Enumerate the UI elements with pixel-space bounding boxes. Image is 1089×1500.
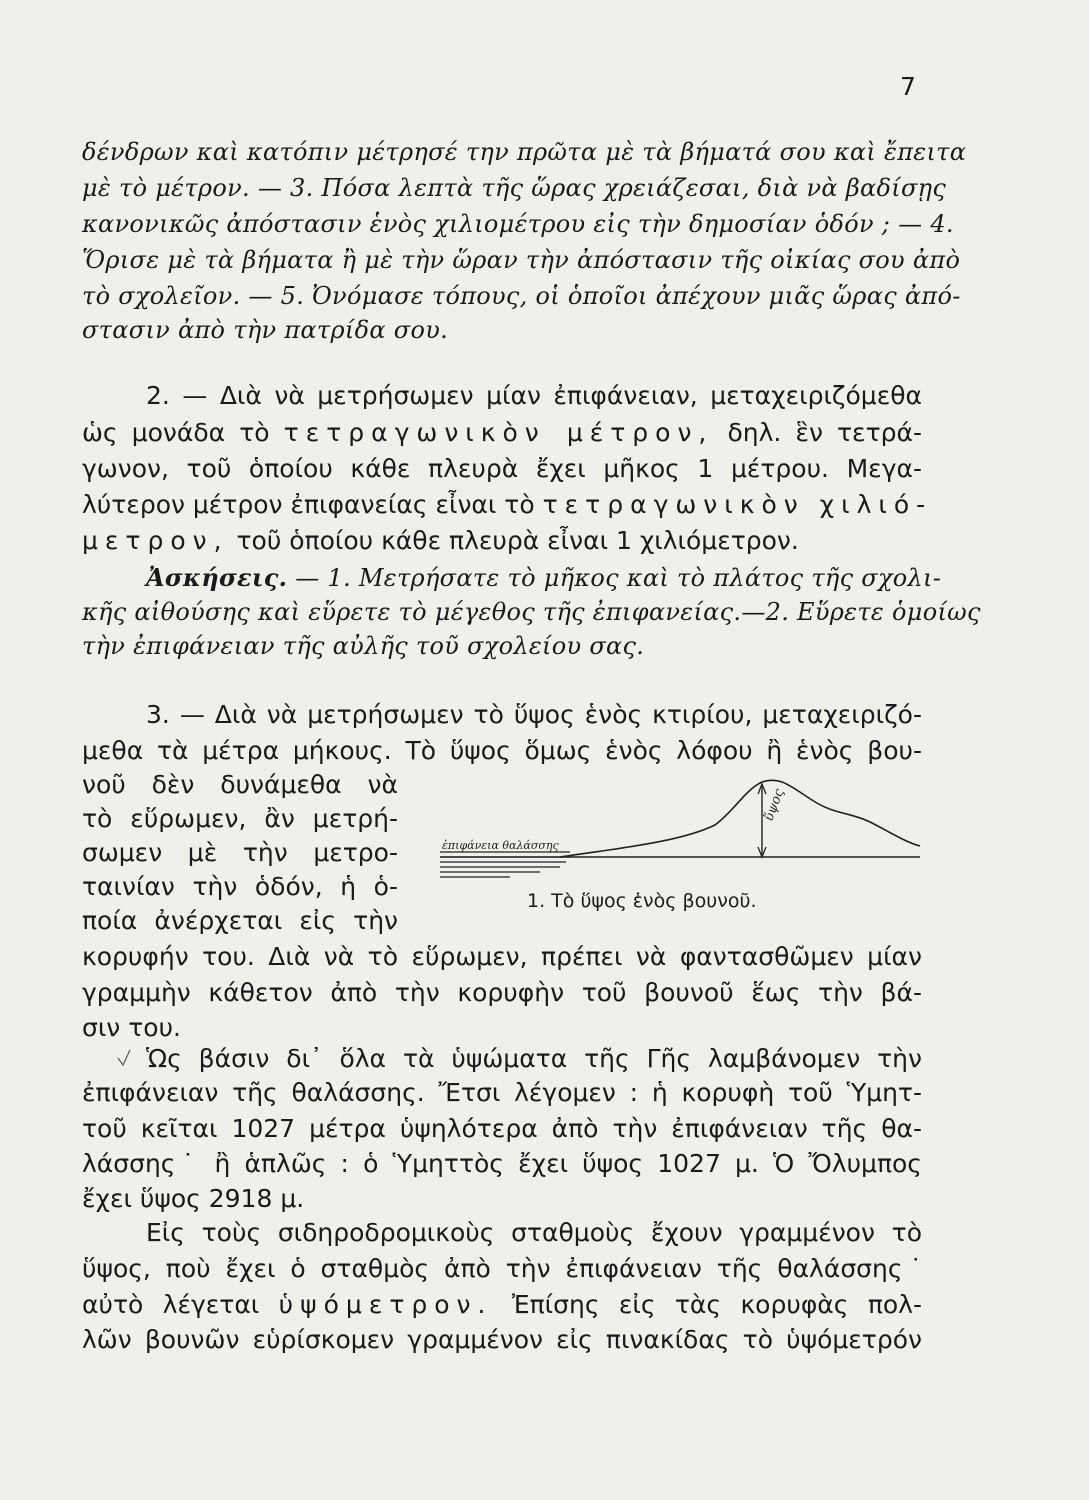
text-span: Ἐπίσης εἰς τὰς κορυφὰς πολ- <box>511 1290 922 1319</box>
text-span: αὐτὸ λέγεται <box>82 1290 260 1319</box>
text-line: ἔχει ὕψος 2918 μ. <box>82 1184 305 1213</box>
text-line: νοῦ δὲν δυνάμεθα νὰ <box>82 770 398 799</box>
text-span: τοῦ ὁποίου κάθε πλευρὰ εἶναι 1 χιλιόμετρον. <box>236 526 799 555</box>
text-span: — 1. Μετρήσατε τὸ μῆκος καὶ τὸ πλάτος τῆς σχολι- <box>295 564 942 592</box>
figure-caption: 1. Τὸ ὕψος ἑνὸς βουνοῦ. <box>527 890 757 912</box>
text-line: δένδρων καὶ κατόπιν μέτρησέ την πρῶτα μὲ τὰ βήματά σου καὶ ἔπειτα <box>82 138 967 166</box>
exercise-line: κῆς αἰθούσης καὶ εὕρετε τὸ μέγεθος τῆς ἐπιφανείας.—2. Εὕρετε ὁμοίως <box>82 598 981 626</box>
text-span: λύτερον μέτρον ἐπιφανείας εἶναι τὸ <box>82 490 535 519</box>
text-line: ποία ἀνέρχεται εἰς τὴν <box>82 906 398 935</box>
spaced-term: ὑψόμετρον. <box>278 1290 493 1319</box>
text-line: Ὅρισε μὲ τὰ βήματα ἢ μὲ τὴν ὥραν τὴν ἀπόστασιν τῆς οἰκίας σου ἀπὸ <box>82 246 961 274</box>
text-line: γραμμὴν κάθετον ἀπὸ τὴν κορυφὴν τοῦ βουνοῦ ἕως τὴν βά- <box>82 978 922 1007</box>
text-line: Εἰς τοὺς σιδηροδρομικοὺς σταθμοὺς ἔχουν γραμμένον τὸ <box>146 1218 922 1247</box>
spaced-term: τετραγωνικὸν μέτρον, <box>283 418 714 447</box>
sea-surface-label: ἐπιφάνεια θαλάσσης <box>442 839 559 852</box>
section-3-heading-line: 3. — Διὰ νὰ μετρήσωμεν τὸ ὕψος ἑνὸς κτιρίου, μεταχειριζό- <box>146 700 922 729</box>
text-line: κανονικῶς ἀπόστασιν ἑνὸς χιλιομέτρου εἰς τὴν δημοσίαν ὁδόν ; — 4. <box>82 210 954 238</box>
spaced-term: τετραγωνικὸν χιλιό- <box>542 490 933 519</box>
text-span: δηλ. ἓν τετρά- <box>727 418 922 447</box>
text-line: λάσσης˙ ἢ ἁπλῶς : ὁ Ὑμηττὸς ἔχει ὕψος 1027 μ. Ὁ Ὄλυμπος <box>82 1149 922 1178</box>
text-line: μεθα τὰ μέτρα μήκους. Τὸ ὕψος ὅμως ἑνὸς λόφου ἢ ἑνὸς βου- <box>82 736 922 765</box>
text-line: τὸ εὕρωμεν, ἂν μετρή- <box>82 804 398 833</box>
text-line: ταινίαν τὴν ὁδόν, ἡ ὁ- <box>82 872 398 901</box>
height-label: ὕψος <box>761 787 788 824</box>
exercise-line: τὴν ἐπιφάνειαν τῆς αὐλῆς τοῦ σχολείου σας. <box>82 632 645 660</box>
exercises-label: Ἀσκήσεις. <box>146 563 288 592</box>
section-2-heading-line: 2. — Διὰ νὰ μετρήσωμεν μίαν ἐπιφάνειαν, μεταχειριζόμεθα <box>146 381 922 410</box>
sea-surface-hatching <box>440 852 570 877</box>
text-line <box>82 1292 922 1317</box>
text-line: γωνον, τοῦ ὁποίου κάθε πλευρὰ ἔχει μῆκος 1 μέτρου. Μεγα- <box>82 454 922 483</box>
text-line: στασιν ἀπὸ τὴν πατρίδα σου. <box>82 316 449 344</box>
page-number: 7 <box>900 72 916 101</box>
text-line: σωμεν μὲ τὴν μετρο- <box>82 838 398 867</box>
text-line: κορυφήν του. Διὰ νὰ τὸ εὕρωμεν, πρέπει νὰ φαντασθῶμεν μίαν <box>82 942 922 971</box>
text-line: λῶν βουνῶν εὑρίσκομεν γραμμένον εἰς πινακίδας τὸ ὑψόμετρόν <box>82 1325 922 1354</box>
text-line: τὸ σχολεῖον. — 5. Ὀνόμασε τόπους, οἱ ὁποῖοι ἀπέχουν μιᾶς ὥρας ἀπό- <box>82 282 961 310</box>
text-line: σιν του. <box>82 1013 181 1042</box>
text-line: ὕψος, ποὺ ἔχει ὁ σταθμὸς ἀπὸ τὴν ἐπιφάνειαν τῆς θαλάσσης˙ <box>82 1254 922 1283</box>
text-line: Ὡς βάσιν δι᾽ ὅλα τὰ ὑψώματα τῆς Γῆς λαμβάνομεν τὴν <box>146 1044 922 1073</box>
spaced-term: μετρον, <box>82 526 229 555</box>
text-line: μὲ τὸ μέτρον. — 3. Πόσα λεπτὰ τῆς ὥρας χρειάζεσαι, διὰ νὰ βαδίσῃς <box>82 174 947 202</box>
text-span: ὡς μονάδα τὸ <box>82 418 270 447</box>
text-line: ἐπιφάνειαν τῆς θαλάσσης. Ἔτσι λέγομεν : ἡ κορυφὴ τοῦ Ὑμητ- <box>82 1078 922 1107</box>
text-line: τοῦ κεῖται 1027 μέτρα ὑψηλότερα ἀπὸ τὴν ἐπιφάνειαν τῆς θα- <box>82 1114 922 1143</box>
mountain-profile <box>560 780 920 857</box>
